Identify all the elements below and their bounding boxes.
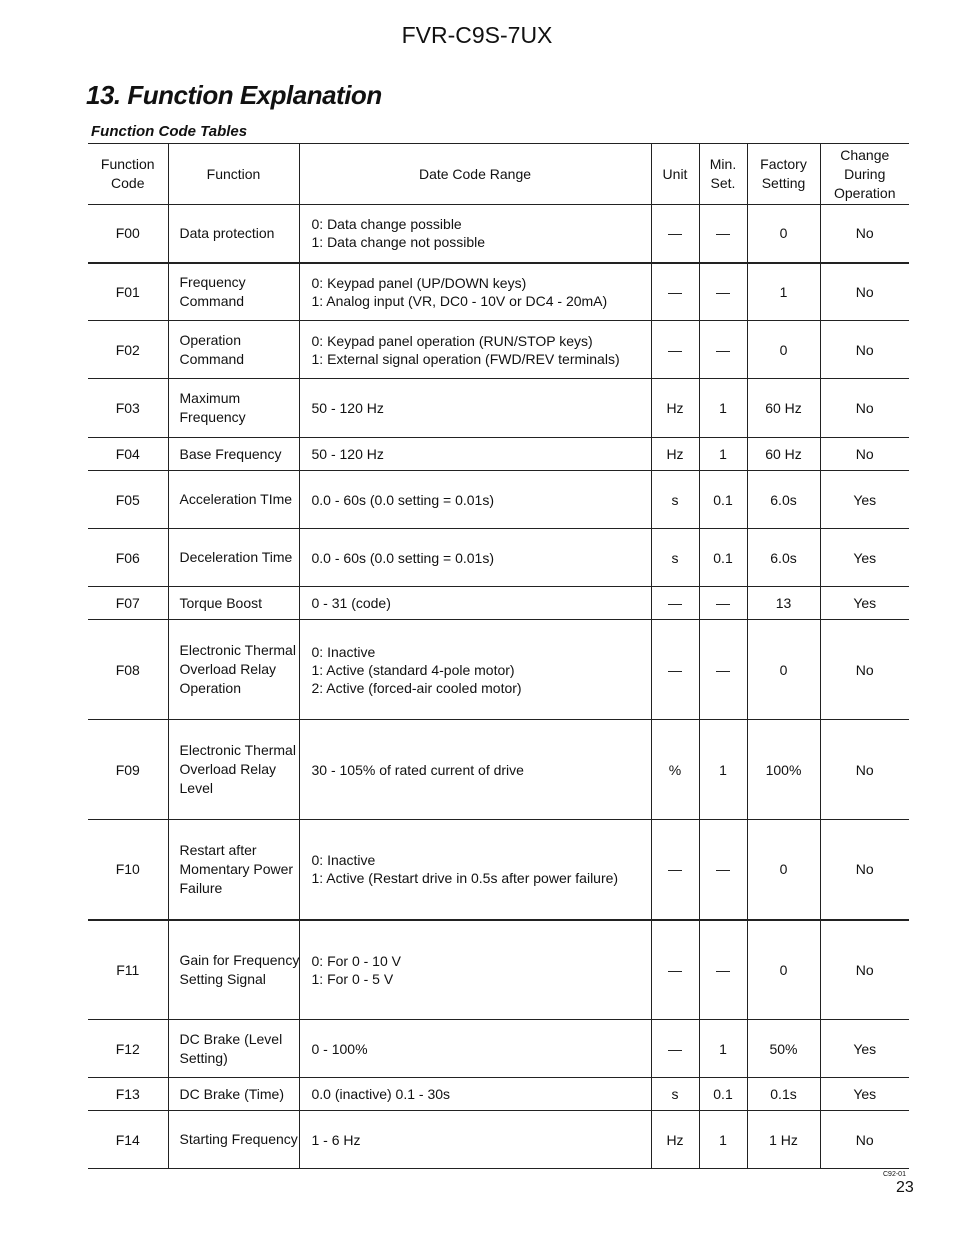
header-unit <box>651 144 699 205</box>
function-code-cell: F00 <box>88 205 168 263</box>
min-set-cell: 1 <box>699 438 747 471</box>
function-name-cell-line: DC Brake (Level <box>179 1030 283 1047</box>
header-text-line: Factory <box>760 156 807 172</box>
unit-cell: Hz <box>651 438 699 471</box>
table-row <box>88 620 909 720</box>
function-name-cell <box>168 720 299 820</box>
factory-setting-cell: 0 <box>747 920 820 1020</box>
date-code-range-cell-line: 0: Inactive <box>311 852 376 869</box>
table-row <box>88 920 909 1020</box>
function-code-cell: F06 <box>88 529 168 587</box>
date-code-range-cell <box>299 1111 651 1169</box>
function-name-cell-line: Operation <box>179 680 241 696</box>
function-name-cell-line: Command <box>179 292 245 309</box>
table-row <box>88 587 909 620</box>
unit-cell: s <box>651 529 699 587</box>
function-name-cell-line: Command <box>179 350 245 367</box>
header-text-line: Function <box>206 165 261 182</box>
unit-cell: — <box>651 587 699 620</box>
min-set-cell: — <box>699 587 747 620</box>
header-change-during-operation <box>820 144 909 205</box>
date-code-range-cell <box>299 471 651 529</box>
function-code-cell: F03 <box>88 379 168 438</box>
min-set-cell: — <box>699 920 747 1020</box>
date-code-range-cell-line: 0: Data change possible <box>311 216 462 233</box>
change-during-operation-cell: No <box>820 321 909 379</box>
unit-cell: — <box>651 1020 699 1078</box>
section-title: 13. Function Explanation <box>86 80 382 110</box>
unit-cell: s <box>651 471 699 529</box>
function-code-cell: F14 <box>88 1111 168 1169</box>
min-set-cell: — <box>699 263 747 321</box>
function-name-cell-line: Electronic Thermal <box>179 742 296 758</box>
function-name-cell-line: Gain for Frequency <box>179 951 300 968</box>
change-during-operation-cell: Yes <box>820 1078 909 1111</box>
date-code-range-cell <box>299 1020 651 1078</box>
header-text-line: During <box>844 165 886 182</box>
header-text-line: Date Code Range <box>418 165 532 182</box>
date-code-range-cell-line: 0 - 100% <box>311 1040 368 1057</box>
header-text-line: Setting <box>761 175 806 191</box>
min-set-cell: 0.1 <box>699 1078 747 1111</box>
function-name-cell <box>168 1020 299 1078</box>
header-text-line: Operation <box>834 184 896 201</box>
date-code-range-cell <box>299 820 651 920</box>
function-name-cell <box>168 620 299 720</box>
header-date-code-range <box>299 144 651 205</box>
table-row <box>88 1020 909 1078</box>
unit-cell: — <box>651 263 699 321</box>
change-during-operation-cell: No <box>820 1111 909 1169</box>
change-during-operation-cell: No <box>820 379 909 438</box>
unit-cell: % <box>651 720 699 820</box>
min-set-cell: 1 <box>699 720 747 820</box>
page-number: 23 <box>896 1179 914 1196</box>
function-name-cell-line: Setting) <box>179 1049 228 1066</box>
min-set-cell: — <box>699 321 747 379</box>
header-text-line: Unit <box>662 165 688 182</box>
unit-cell: — <box>651 205 699 263</box>
date-code-range-cell-line: 1: Data change not possible <box>311 234 486 251</box>
function-name-cell <box>168 587 299 620</box>
change-during-operation-cell: Yes <box>820 1020 909 1078</box>
factory-setting-cell: 0 <box>747 205 820 263</box>
function-code-table <box>88 143 909 1169</box>
function-name-cell-line: DC Brake (Time) <box>179 1085 284 1102</box>
factory-setting-cell: 50% <box>747 1020 820 1078</box>
function-code-cell: F11 <box>88 920 168 1020</box>
factory-setting-cell: 0 <box>747 820 820 920</box>
function-name-cell-line: Failure <box>179 879 223 896</box>
table-row <box>88 205 909 263</box>
function-code-cell: F08 <box>88 620 168 720</box>
change-during-operation-cell: No <box>820 620 909 720</box>
function-code-cell: F04 <box>88 438 168 471</box>
min-set-cell: — <box>699 205 747 263</box>
function-code-cell: F10 <box>88 820 168 920</box>
function-name-cell <box>168 205 299 263</box>
table-row <box>88 379 909 438</box>
table-row <box>88 321 909 379</box>
min-set-cell: 1 <box>699 1111 747 1169</box>
function-name-cell-line: Electronic Thermal <box>179 642 296 658</box>
change-during-operation-cell: No <box>820 920 909 1020</box>
function-name-cell-line: Setting Signal <box>179 970 266 987</box>
date-code-range-cell <box>299 920 651 1020</box>
function-name-cell <box>168 471 299 529</box>
function-code-cell: F02 <box>88 321 168 379</box>
date-code-range-cell-line: 1: For 0 - 5 V <box>311 970 394 987</box>
function-name-cell-line: Maximum <box>179 390 241 406</box>
date-code-range-cell-line: 1: Active (standard 4-pole motor) <box>311 661 515 678</box>
date-code-range-cell <box>299 263 651 321</box>
header-min-set <box>699 144 747 205</box>
date-code-range-cell-line: 30 - 105% of rated current of drive <box>311 761 524 778</box>
header-text-line: Code <box>111 175 145 191</box>
function-name-cell-line: Base Frequency <box>179 445 282 462</box>
function-name-cell-line: Momentary Power <box>179 860 294 877</box>
function-name-cell-line: Deceleration Time <box>179 549 293 565</box>
date-code-range-cell-line: 0: Keypad panel (UP/DOWN keys) <box>311 274 527 291</box>
function-name-cell <box>168 920 299 1020</box>
factory-setting-cell: 60 Hz <box>747 379 820 438</box>
date-code-range-cell-line: 1 - 6 Hz <box>311 1131 361 1148</box>
function-code-cell: F05 <box>88 471 168 529</box>
min-set-cell: — <box>699 620 747 720</box>
model-name: FVR-C9S-7UX <box>401 22 553 48</box>
table-row <box>88 1111 909 1169</box>
date-code-range-cell-line: 0: Inactive <box>311 643 376 660</box>
function-name-cell-line: Operation <box>179 331 241 348</box>
unit-cell: — <box>651 321 699 379</box>
date-code-range-cell <box>299 438 651 471</box>
header-text-line: Change <box>840 146 890 163</box>
date-code-range-cell-line: 0.0 - 60s (0.0 setting = 0.01s) <box>311 491 494 508</box>
factory-setting-cell: 1 Hz <box>747 1111 820 1169</box>
table-header-row <box>88 144 909 205</box>
factory-setting-cell: 6.0s <box>747 471 820 529</box>
date-code-range-cell-line: 0: For 0 - 10 V <box>311 952 401 969</box>
min-set-cell: 1 <box>699 1020 747 1078</box>
date-code-range-cell <box>299 321 651 379</box>
factory-setting-cell: 100% <box>747 720 820 820</box>
function-code-cell: F09 <box>88 720 168 820</box>
function-name-cell <box>168 1078 299 1111</box>
factory-setting-cell: 60 Hz <box>747 438 820 471</box>
function-name-cell-line: Frequency <box>179 273 246 290</box>
date-code-range-cell <box>299 1078 651 1111</box>
function-name-cell-line: Data protection <box>179 224 275 241</box>
table-row <box>88 820 909 920</box>
table-row <box>88 529 909 587</box>
function-name-cell <box>168 529 299 587</box>
header-text-line: Min. <box>709 156 737 172</box>
factory-setting-cell: 0.1s <box>747 1078 820 1111</box>
change-during-operation-cell: No <box>820 438 909 471</box>
function-name-cell-line: Acceleration TIme <box>179 491 293 507</box>
function-name-cell-line: Overload Relay <box>179 761 276 777</box>
change-during-operation-cell: Yes <box>820 471 909 529</box>
change-during-operation-cell: No <box>820 205 909 263</box>
date-code-range-cell-line: 0.0 (inactive) 0.1 - 30s <box>311 1086 451 1102</box>
header-text-line: Set. <box>710 175 736 191</box>
table-row <box>88 471 909 529</box>
min-set-cell: — <box>699 820 747 920</box>
function-name-cell <box>168 263 299 321</box>
header-factory-setting <box>747 144 820 205</box>
table-row <box>88 263 909 321</box>
date-code-range-cell <box>299 205 651 263</box>
function-name-cell <box>168 1111 299 1169</box>
min-set-cell: 0.1 <box>699 529 747 587</box>
date-code-range-cell <box>299 529 651 587</box>
date-code-range-cell <box>299 587 651 620</box>
date-code-range-cell <box>299 379 651 438</box>
header-function <box>168 144 299 205</box>
function-code-cell: F01 <box>88 263 168 321</box>
date-code-range-cell-line: 1: Active (Restart drive in 0.5s after power failure) <box>311 870 619 887</box>
unit-cell: — <box>651 620 699 720</box>
date-code-range-cell <box>299 620 651 720</box>
function-name-cell <box>168 820 299 920</box>
table-row <box>88 720 909 820</box>
function-name-cell-line: Restart after <box>179 841 257 858</box>
factory-setting-cell: 1 <box>747 263 820 321</box>
function-name-cell-line: Starting Frequency <box>179 1131 298 1147</box>
change-during-operation-cell: Yes <box>820 587 909 620</box>
change-during-operation-cell: Yes <box>820 529 909 587</box>
min-set-cell: 1 <box>699 379 747 438</box>
date-code-range-cell-line: 50 - 120 Hz <box>311 446 384 462</box>
header-text-line: Function <box>100 156 155 172</box>
date-code-range-cell-line: 0: Keypad panel operation (RUN/STOP keys) <box>311 332 593 349</box>
unit-cell: s <box>651 1078 699 1111</box>
factory-setting-cell: 0 <box>747 620 820 720</box>
date-code-range-cell-line: 0.0 - 60s (0.0 setting = 0.01s) <box>311 549 494 566</box>
date-code-range-cell-line: 50 - 120 Hz <box>311 400 384 416</box>
header-function-code <box>88 144 168 205</box>
change-during-operation-cell: No <box>820 263 909 321</box>
factory-setting-cell: 6.0s <box>747 529 820 587</box>
min-set-cell: 0.1 <box>699 471 747 529</box>
function-name-cell <box>168 379 299 438</box>
date-code-range-cell <box>299 720 651 820</box>
document-code: C92-01 <box>883 1171 906 1178</box>
table-row <box>88 1078 909 1111</box>
function-code-cell: F12 <box>88 1020 168 1078</box>
unit-cell: — <box>651 820 699 920</box>
change-during-operation-cell: No <box>820 820 909 920</box>
factory-setting-cell: 13 <box>747 587 820 620</box>
table-body <box>88 205 909 1169</box>
table-subtitle: Function Code Tables <box>91 123 248 140</box>
date-code-range-cell-line: 0 - 31 (code) <box>311 595 391 611</box>
function-code-cell: F07 <box>88 587 168 620</box>
unit-cell: Hz <box>651 379 699 438</box>
function-name-cell-line: Torque Boost <box>179 594 262 611</box>
unit-cell: — <box>651 920 699 1020</box>
function-name-cell <box>168 438 299 471</box>
date-code-range-cell-line: 1: Analog input (VR, DC0 - 10V or DC4 - 20mA) <box>311 292 608 309</box>
function-name-cell-line: Overload Relay <box>179 661 276 677</box>
function-name-cell-line: Frequency <box>179 409 246 425</box>
factory-setting-cell: 0 <box>747 321 820 379</box>
function-code-cell: F13 <box>88 1078 168 1111</box>
unit-cell: Hz <box>651 1111 699 1169</box>
function-name-cell-line: Level <box>179 780 213 796</box>
table-row <box>88 438 909 471</box>
date-code-range-cell-line: 2: Active (forced-air cooled motor) <box>311 679 522 696</box>
change-during-operation-cell: No <box>820 720 909 820</box>
function-name-cell <box>168 321 299 379</box>
date-code-range-cell-line: 1: External signal operation (FWD/REV terminals) <box>311 350 620 367</box>
